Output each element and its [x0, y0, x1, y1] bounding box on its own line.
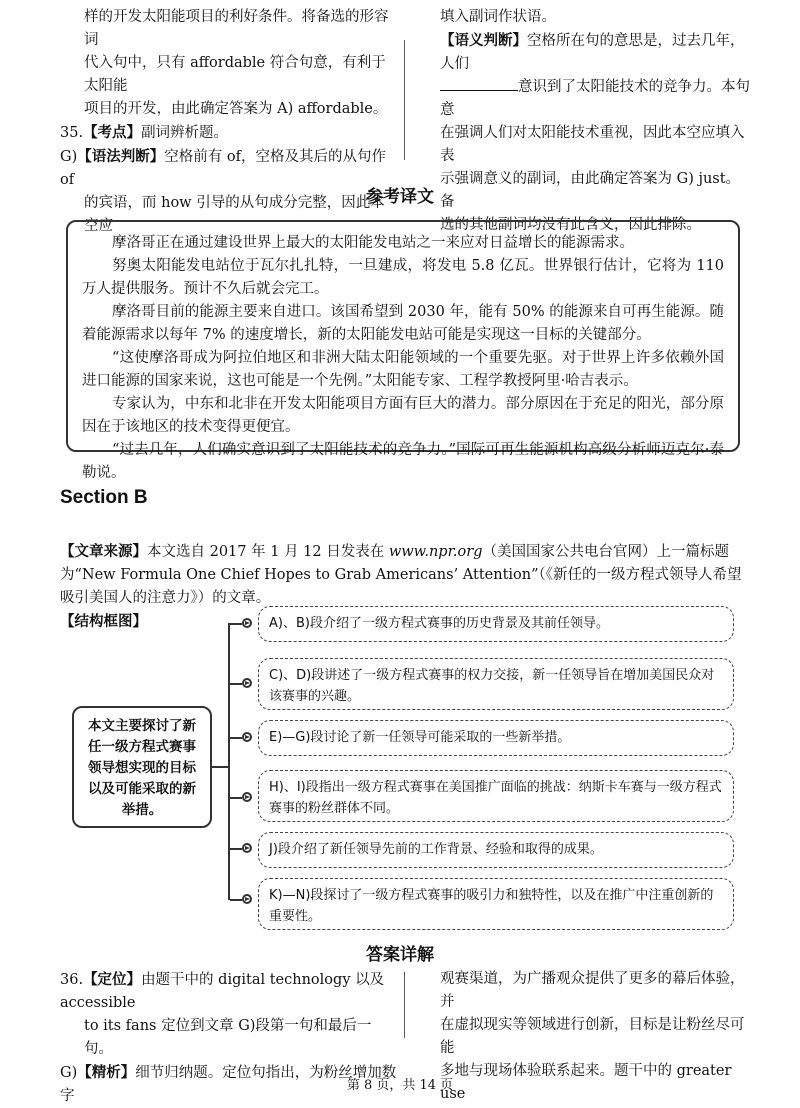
- text-line: 在强调人们对太阳能技术重视，因此本空应填入表: [440, 125, 745, 164]
- translation-paragraph: 努奥太阳能发电站位于瓦尔扎扎特，一旦建成，将发电 5.8 亿瓦。世界银行估计，它将为 110 万人提供服务。预计不久后就会完工。: [82, 258, 724, 297]
- q35-number: 35.: [60, 125, 84, 141]
- connector: [230, 683, 242, 685]
- text-line: 多地与现场体验联系起来。题干中的 greater use: [440, 1063, 732, 1102]
- text-line: 样的开发太阳能项目的利好条件。将备选的形容词: [84, 9, 389, 48]
- connector: [212, 766, 228, 768]
- arrow-icon: [242, 792, 252, 802]
- connector: [228, 623, 230, 900]
- source-site: www.npr.org: [388, 544, 483, 560]
- arrow-icon: [242, 843, 252, 853]
- text-line: 的宾语，而 how 引导的从句成分完整，因此本空应: [84, 195, 385, 234]
- semantic-line: [440, 29, 752, 76]
- source-text: （美国国家公共电台官网）上一篇标题为“New Formula One Chief Hopes to Grab Americans’ Attention”（《新任的一级方程式领导人希望吸引美国人的注意力》）的文章。: [60, 544, 742, 606]
- translation-paragraph: “过去几年，人们确实意识到了太阳能技术的竞争力。”国际可再生能源机构高级分析师迈克尔·泰勒说。: [82, 442, 724, 481]
- structure-tag: 【结构框图】: [60, 613, 147, 630]
- text-line: to its fans 定位到文章 G)段第一句和最后一句。: [84, 1018, 372, 1057]
- translation-paragraph: 摩洛哥目前的能源主要来自进口。该国希望到 2030 年，能有 50% 的能源来自可再生能源。随着能源需求以每年 7% 的速度增长，新的太阳能发电站可能是实现这一目标的关键部分。: [82, 304, 724, 343]
- arrow-icon: [242, 618, 252, 628]
- q35-tag: 【考点】: [83, 124, 142, 141]
- text-line: 细节归纳题。定位句指出，为粉丝增加数字: [60, 1065, 397, 1104]
- diagram-item: A)、B)段介绍了一级方程式赛事的历史背景及其前任领导。: [258, 606, 734, 642]
- translation-paragraph: 专家认为，中东和北非在开发太阳能项目方面有巨大的潜力。部分原因在于充足的阳光，部分原因在于该地区的技术变得更便宜。: [82, 396, 724, 435]
- q35-line: [60, 121, 398, 145]
- connector: [230, 848, 242, 850]
- diagram-item: C)、D)段讲述了一级方程式赛事的权力交接，新一任领导旨在增加美国民众对该赛事的兴趣。: [258, 658, 734, 710]
- connector: [230, 899, 242, 901]
- arrow-icon: [242, 894, 252, 904]
- blank-line: [440, 76, 752, 122]
- translation-paragraph: 摩洛哥正在通过建设世界上最大的太阳能发电站之一来应对日益增长的能源需求。: [112, 235, 634, 251]
- q36-number: 36.: [60, 972, 84, 988]
- text-line: 空格所在句的意思是，过去几年，人们: [440, 33, 745, 72]
- text-line: 观赛渠道，为广播观众提供了更多的幕后体验，并: [440, 971, 745, 1010]
- g-line: [60, 145, 398, 192]
- g-label: G): [60, 1065, 78, 1081]
- q36-line: [60, 968, 400, 1015]
- connector: [230, 737, 242, 739]
- text-line: 由题干中的 digital technology 以及 accessible: [60, 972, 385, 1011]
- connector: [230, 623, 242, 625]
- column-divider: [404, 40, 405, 160]
- locate-tag: 【定位】: [83, 971, 142, 988]
- arrow-icon: [242, 732, 252, 742]
- translation-title: 参考译文: [366, 187, 434, 207]
- section-heading: Section B: [60, 487, 148, 508]
- translation-paragraph: “这使摩洛哥成为阿拉伯地区和非洲大陆太阳能领域的一个重要先驱。对于世界上许多依赖外国进口能源的国家来说，这也可能是一个先例。”太阳能专家、工程学教授阿里·哈吉表示。: [82, 350, 724, 389]
- diagram-item: E)—G)段讨论了新一任领导可能采取的一些新举措。: [258, 720, 734, 756]
- diagram-item: J)段介绍了新任领导先前的工作背景、经验和取得的成果。: [258, 832, 734, 868]
- page-footer: 第 8 页，共 14 页: [346, 1078, 454, 1093]
- text-line: 空格前有 of，空格及其后的从句作 of: [60, 149, 386, 188]
- text-line: 选的其他副词均没有此含义，因此排除。: [440, 217, 701, 233]
- g-label: G): [60, 149, 78, 165]
- translation-box: [66, 220, 740, 481]
- text-line: 项目的开发，由此确定答案为 A) affordable。: [84, 101, 388, 117]
- text-line: 意识到了太阳能技术的竞争力。本句意: [440, 79, 750, 118]
- text-line: 填入副词作状语。: [440, 9, 556, 25]
- grammar-tag: 【语法判断】: [77, 148, 165, 165]
- text-line: 代入句中，只有 affordable 符合句意，有利于太阳能: [84, 55, 386, 94]
- semantic-tag: 【语义判断】: [440, 32, 527, 49]
- source-tag: 【文章来源】: [60, 543, 147, 560]
- connector: [230, 797, 242, 799]
- text-line: 在虚拟现实等领域进行创新，目标是让粉丝尽可能: [440, 1017, 745, 1056]
- source-paragraph: [60, 540, 750, 610]
- answers-title: 答案详解: [366, 945, 434, 965]
- diagram-item: H)、I)段指出一级方程式赛事在美国推广面临的挑战：纳斯卡车赛与一级方程式赛事的粉丝群体不同。: [258, 770, 734, 822]
- analysis-tag: 【精析】: [77, 1064, 136, 1081]
- source-text: 本文选自 2017 年 1 月 12 日发表在: [147, 544, 389, 560]
- column-divider: [404, 972, 405, 1038]
- q35-text: 副词辨析题。: [141, 125, 229, 141]
- answer-blank: [440, 76, 518, 91]
- diagram-item: K)—N)段探讨了一级方程式赛事的吸引力和独特性，以及在推广中注重创新的重要性。: [258, 878, 734, 930]
- arrow-icon: [242, 678, 252, 688]
- text-line: 示强调意义的副词，由此确定答案为 G) just。备: [440, 171, 741, 210]
- diagram-main-box: 本文主要探讨了新任一级方程式赛事领导想实现的目标以及可能采取的新举措。: [72, 706, 212, 828]
